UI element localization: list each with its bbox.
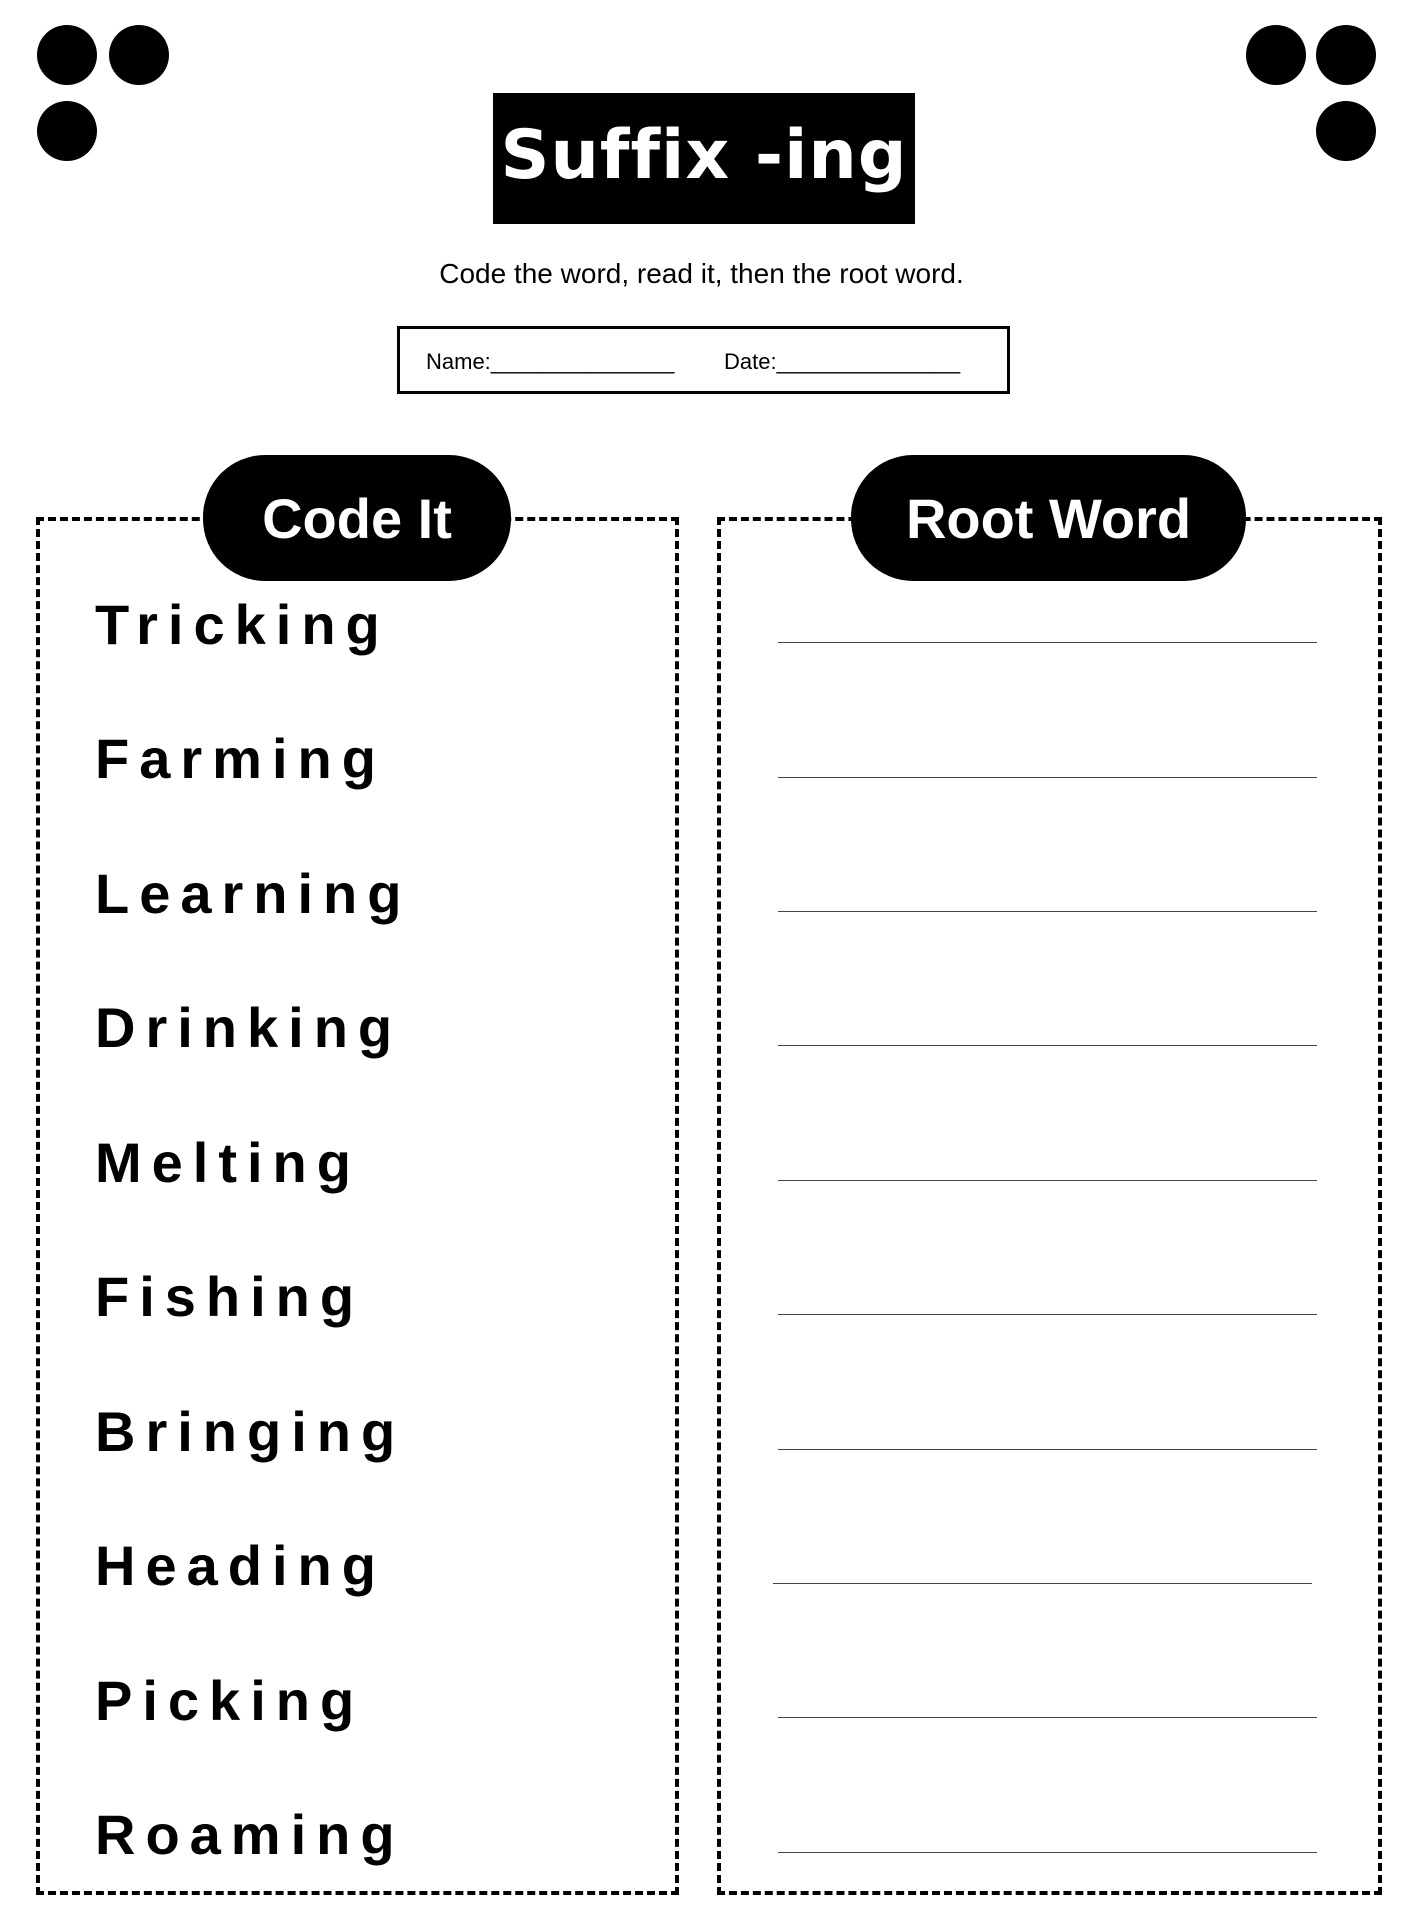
word-item: Drinking xyxy=(95,996,403,1059)
word-item: Farming xyxy=(95,727,386,790)
root-word-line[interactable] xyxy=(778,1852,1317,1853)
page-title: Suffix -ing xyxy=(493,93,915,224)
root-word-line[interactable] xyxy=(778,911,1317,912)
root-word-line[interactable] xyxy=(778,777,1317,778)
root-word-line[interactable] xyxy=(778,1717,1317,1718)
root-word-line[interactable] xyxy=(778,1314,1317,1315)
name-date-box xyxy=(397,326,1010,394)
word-item: Tricking xyxy=(95,593,390,656)
decorative-dot xyxy=(37,101,97,161)
decorative-dot xyxy=(109,25,169,85)
instruction-text: Code the word, read it, then the root word. xyxy=(439,258,964,289)
word-item: Learning xyxy=(95,862,412,925)
word-item: Fishing xyxy=(95,1265,365,1328)
root-word-line[interactable] xyxy=(778,1449,1317,1450)
root-word-panel xyxy=(717,517,1382,1895)
word-item: Picking xyxy=(95,1669,365,1732)
word-item: Heading xyxy=(95,1534,386,1597)
decorative-dot xyxy=(37,25,97,85)
word-item: Roaming xyxy=(95,1803,405,1866)
decorative-dot xyxy=(1246,25,1306,85)
word-item: Bringing xyxy=(95,1400,406,1463)
code-it-heading: Code It xyxy=(203,455,511,581)
date-field[interactable]: Date:_______________ xyxy=(724,349,961,374)
decorative-dot xyxy=(1316,25,1376,85)
decorative-dot xyxy=(1316,101,1376,161)
root-word-line[interactable] xyxy=(778,1045,1317,1046)
root-word-line[interactable] xyxy=(778,642,1317,643)
root-word-line[interactable] xyxy=(773,1583,1312,1584)
word-item: Melting xyxy=(95,1131,361,1194)
name-field[interactable]: Name:_______________ xyxy=(426,349,675,374)
root-word-heading: Root Word xyxy=(851,455,1246,581)
root-word-line[interactable] xyxy=(778,1180,1317,1181)
